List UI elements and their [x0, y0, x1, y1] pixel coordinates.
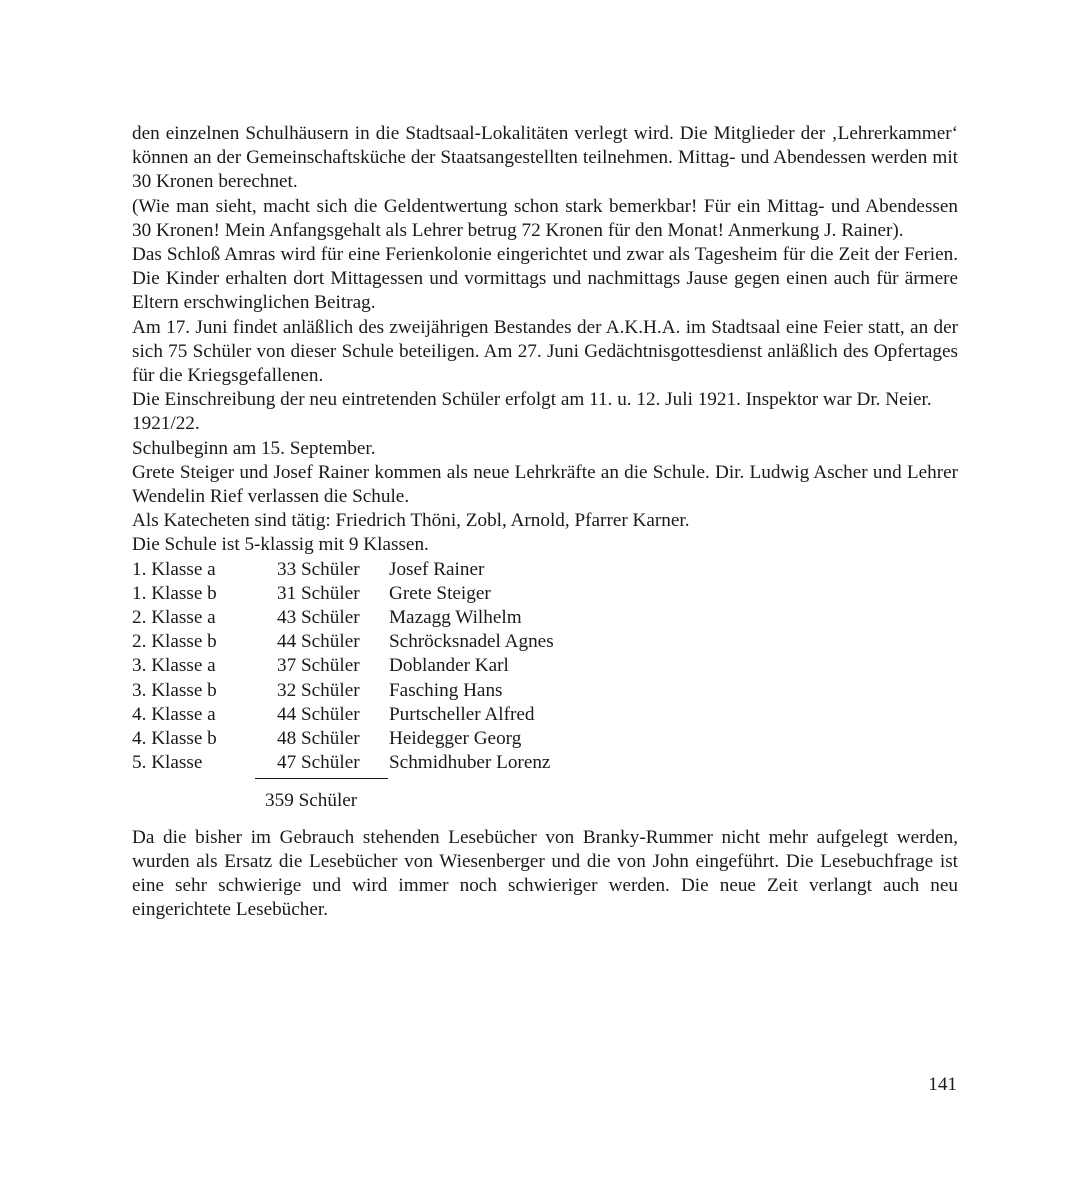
teacher-name: Doblander Karl	[389, 655, 509, 677]
page-body	[132, 122, 958, 922]
paragraph-lehrerkammer: den einzelnen Schulhäusern in die Stadtsaal-Lokalitäten verlegt wird. Die Mitglieder der ‚Lehrerkammer‘ können an der Gemeinschaftsküche der Staatsangestellten teilnehmen. Mittag- und Abendessen werden mit 30 Kronen berechnet.	[132, 123, 958, 193]
teacher-name: Schmidhuber Lorenz	[389, 752, 551, 774]
teacher-name: Mazagg Wilhelm	[389, 607, 522, 629]
table-row	[132, 679, 554, 703]
paragraph-lesebuecher: Da die bisher im Gebrauch stehenden Lesebücher von Branky-Rummer nicht mehr aufgelegt werden, wurden als Ersatz die Lesebücher von Wiesenberger und die von John eingeführt. Die Lesebuchfrage ist eine sehr schwierige und wird immer noch schwieriger werden. Die neue Zeit verlangt auch neu eingerichtete Lesebücher.	[132, 826, 958, 921]
table-row	[132, 751, 554, 775]
class-name: 5. Klasse	[132, 752, 203, 774]
catechists-line: Als Katecheten sind tätig: Friedrich Thöni, Zobl, Arnold, Pfarrer Karner.	[132, 510, 690, 532]
student-count: 31 Schüler	[277, 582, 360, 604]
class-name: 2. Klasse b	[132, 631, 217, 653]
class-name: 3. Klasse b	[132, 679, 217, 701]
student-count: 44 Schüler	[277, 631, 360, 653]
paragraph-einschreibung: Die Einschreibung der neu eintretenden Schüler erfolgt am 11. u. 12. Juli 1921. Inspektor war Dr. Neier.	[132, 389, 932, 411]
school-structure-line: Die Schule ist 5-klassig mit 9 Klassen.	[132, 534, 429, 556]
page-number: 141	[928, 1074, 957, 1095]
student-count: 43 Schüler	[277, 607, 360, 629]
table-row	[132, 727, 554, 751]
class-name: 3. Klasse a	[132, 655, 216, 677]
student-count: 33 Schüler	[277, 558, 360, 580]
total-block	[255, 778, 958, 813]
table-row	[132, 654, 554, 678]
student-count: 47 Schüler	[277, 752, 360, 774]
teacher-name: Fasching Hans	[389, 679, 503, 701]
table-row	[132, 630, 554, 654]
table-row	[132, 582, 554, 606]
teacher-name: Heidegger Georg	[389, 728, 522, 750]
student-count: 44 Schüler	[277, 703, 360, 725]
school-start-line: Schulbeginn am 15. September.	[132, 437, 376, 459]
teacher-name: Josef Rainer	[389, 558, 485, 580]
class-name: 2. Klasse a	[132, 607, 216, 629]
student-count: 37 Schüler	[277, 655, 360, 677]
student-count: 32 Schüler	[277, 679, 360, 701]
section-year-heading: 1921/22.	[132, 413, 200, 435]
table-row	[132, 606, 554, 630]
table-row	[132, 703, 554, 727]
paragraph-schloss-amras: Das Schloß Amras wird für eine Ferienkolonie eingerichtet und zwar als Tagesheim für die Zeit der Ferien. Die Kinder erhalten dort Mittagessen und vormittags und nachmittags Jause gegen einen auch für ärmere Eltern erschwinglichen Beitrag.	[132, 244, 958, 314]
class-name: 4. Klasse b	[132, 728, 217, 750]
teacher-name: Purtscheller Alfred	[389, 703, 535, 725]
paragraph-feier-juni: Am 17. Juni findet anläßlich des zweijährigen Bestandes der A.K.H.A. im Stadtsaal eine Feier statt, an der sich 75 Schüler von dieser Schule beteiligen. Am 27. Juni Gedächtnisgottesdienst anläßlich des Opfertages für die Kriegsgefallenen.	[132, 316, 958, 387]
class-name: 4. Klasse a	[132, 703, 216, 725]
class-table	[132, 558, 554, 776]
paragraph-geldentwertung-note: (Wie man sieht, macht sich die Geldentwertung schon stark bemerkbar! Für ein Mittag- und Abendessen 30 Kronen! Mein Anfangsgehalt als Lehrer betrug 72 Kronen für den Monat! Anmerkung J. Rainer).	[132, 195, 958, 241]
total-students: 359 Schüler	[265, 790, 358, 812]
student-count: 48 Schüler	[277, 728, 360, 750]
table-row	[132, 558, 554, 582]
class-name: 1. Klasse b	[132, 582, 217, 604]
class-name: 1. Klasse a	[132, 558, 216, 580]
teacher-name: Grete Steiger	[389, 582, 491, 604]
staff-change-paragraph: Grete Steiger und Josef Rainer kommen als neue Lehrkräfte an die Schule. Dir. Ludwig Ascher und Lehrer Wendelin Rief verlassen die Schule.	[132, 461, 958, 508]
sum-rule	[255, 778, 388, 779]
teacher-name: Schröcksnadel Agnes	[389, 631, 554, 653]
